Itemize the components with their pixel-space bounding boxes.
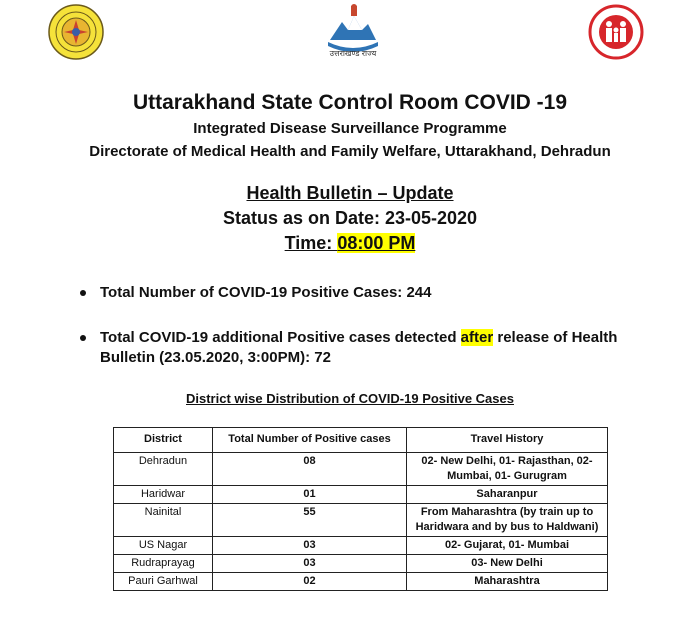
national-health-mission-logo-icon — [585, 4, 647, 60]
cases-cell: 03 — [213, 555, 407, 573]
table-row — [114, 486, 608, 504]
district-cell: Pauri Garhwal — [114, 573, 213, 591]
travel-cell: 02- Gujarat, 01- Mumbai — [407, 537, 608, 555]
district-cell: US Nagar — [114, 537, 213, 555]
travel-cell: Saharanpur — [407, 486, 608, 504]
table-title-text: District wise Distribution of COVID-19 Positive Cases — [186, 391, 514, 406]
cases-cell: 02 — [213, 573, 407, 591]
uttarakhand-health-seal-icon — [48, 4, 104, 60]
column-header-district: District — [114, 428, 213, 453]
travel-cell: Maharashtra — [407, 573, 608, 591]
time-label: Time: — [284, 233, 338, 253]
additional-cases-highlight: after — [460, 329, 494, 346]
uttarakhand-state-emblem-icon — [318, 2, 388, 60]
column-header-cases: Total Number of Positive cases — [213, 428, 407, 453]
table-title — [0, 391, 700, 406]
emblem-caption: उत्तराखण्ड राज्य — [329, 49, 377, 58]
district-cell: Nainital — [114, 504, 213, 537]
district-cell: Dehradun — [114, 453, 213, 486]
cases-cell: 08 — [213, 453, 407, 486]
cases-cell: 55 — [213, 504, 407, 537]
travel-cell: 03- New Delhi — [407, 555, 608, 573]
time-value: 08:00 PM — [337, 233, 416, 253]
bulletin-time — [0, 233, 700, 254]
table-row — [114, 573, 608, 591]
travel-cell: From Maharashtra (by train up to Haridwara and by bus to Haldwani) — [407, 504, 608, 537]
total-cases-bullet — [100, 283, 660, 303]
additional-cases-text-before: Total COVID-19 additional Positive cases detected — [100, 329, 461, 346]
additional-cases-text-after: release of Health Bulletin (23.05.2020, 3:00PM): 72 — [100, 329, 618, 366]
district-cell: Haridwar — [114, 486, 213, 504]
table-row — [114, 504, 608, 537]
bullet-icon — [80, 335, 86, 341]
additional-cases-bullet — [100, 328, 660, 368]
district-cases-table — [113, 427, 608, 591]
bullet-icon — [80, 290, 86, 296]
bulletin-title — [0, 183, 700, 204]
programme-subtitle: Integrated Disease Surveillance Programme — [193, 120, 507, 137]
travel-cell: 02- New Delhi, 01- Rajasthan, 02- Mumbai, 01- Gurugram — [407, 453, 608, 486]
bulletin-title-text: Health Bulletin – Update — [246, 183, 454, 203]
status-date: Status as on Date: 23-05-2020 — [222, 208, 478, 228]
page-title: Uttarakhand State Control Room COVID -19 — [132, 91, 568, 114]
table-row — [114, 453, 608, 486]
cases-cell: 03 — [213, 537, 407, 555]
column-header-travel: Travel History — [407, 428, 608, 453]
district-cell: Rudraprayag — [114, 555, 213, 573]
total-cases-text: Total Number of COVID-19 Positive Cases: 244 — [100, 284, 432, 301]
table-row — [114, 555, 608, 573]
table-row — [114, 537, 608, 555]
cases-cell: 01 — [213, 486, 407, 504]
table-header-row — [114, 428, 608, 453]
directorate-subtitle: Directorate of Medical Health and Family Welfare, Uttarakhand, Dehradun — [89, 143, 611, 160]
